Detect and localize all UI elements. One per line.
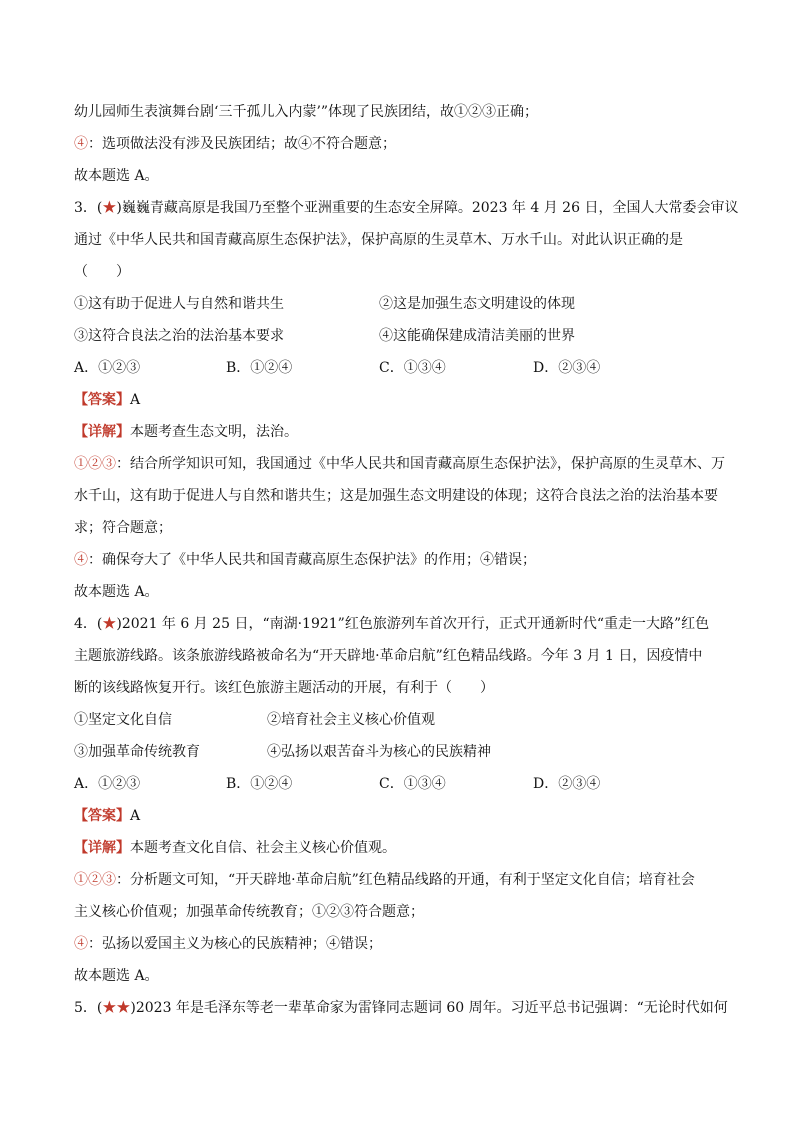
stem-text: 2023 年是毛泽东等老一辈革命家为雷锋同志题词 60 周年。习近平总书记强调：“无论时代如何 — [135, 1000, 728, 1016]
explanation-text: 主义核心价值观；加强革命传统教育；①②③符合题意； — [74, 904, 424, 920]
difficulty-star-icon: ★★ — [102, 1000, 131, 1016]
answer-label: 【答案】 — [74, 392, 130, 408]
option-4: ④这能确保建成清洁美丽的世界 — [379, 328, 575, 344]
choice-c — [379, 359, 446, 377]
choice-b — [226, 359, 292, 377]
option-line — [267, 743, 491, 761]
explanation-text: ：分析题文可知，“开天辟地·革命启航”红色精品线路的开通，有利于坚定文化自信；培育社会 — [116, 872, 695, 888]
choice-a-text: A．①②③ — [74, 360, 141, 376]
difficulty-star-icon: ★ — [102, 200, 117, 216]
question-5-stem — [74, 999, 728, 1017]
text-line — [74, 647, 702, 665]
detail-text: 本题考查生态文明，法治。 — [130, 424, 298, 440]
conclusion-text: 故本题选 A。 — [74, 584, 159, 600]
text-line — [74, 679, 494, 697]
text-line — [74, 455, 725, 473]
text-line — [74, 263, 130, 281]
paren-close: ) — [130, 1000, 136, 1016]
option-2: ②这是加强生态文明建设的体现 — [379, 296, 575, 312]
explanation-text: 求；符合题意； — [74, 520, 172, 536]
stem-text: 巍巍青藏高原是我国乃至整个亚洲重要的生态安全屏障。2023 年 4 月 26 日，全国人大常委会审议 — [121, 200, 739, 216]
choice-b — [226, 775, 292, 793]
explanation-text: ：结合所学知识可知，我国通过《中华人民共和国青藏高原生态保护法》，保护高原的生灵草木、万 — [116, 456, 725, 472]
text-line — [74, 519, 172, 537]
explanation-text: ：选项做法没有涉及民族团结；故④不符合题意； — [88, 136, 396, 152]
option-line — [379, 295, 575, 313]
detail-label: 【详解】 — [74, 840, 130, 856]
choice-a — [74, 359, 140, 377]
choice-a — [74, 775, 140, 793]
option-line — [74, 327, 284, 345]
option-marker: ①②③ — [74, 872, 116, 888]
choice-d-text: D．②③④ — [533, 360, 601, 376]
text-line — [74, 487, 718, 505]
text-line — [74, 551, 536, 569]
option-marker: ④ — [74, 936, 88, 952]
explanation-text: ：弘扬以爱国主义为核心的民族精神；④错误； — [88, 936, 382, 952]
detail-text: 本题考查文化自信、社会主义核心价值观。 — [130, 840, 396, 856]
choice-c — [379, 775, 446, 793]
detail-line — [74, 423, 298, 441]
option-4: ④弘扬以艰苦奋斗为核心的民族精神 — [267, 744, 491, 760]
option-3: ③这符合良法之治的法治基本要求 — [74, 328, 284, 344]
explanation-text: ：确保夸大了《中华人民共和国青藏高原生态保护法》的作用；④错误； — [88, 552, 536, 568]
detail-label: 【详解】 — [74, 424, 130, 440]
choice-c-text: C．①③④ — [379, 360, 446, 376]
option-line — [379, 327, 575, 345]
answer-label: 【答案】 — [74, 808, 130, 824]
choice-d — [533, 775, 600, 793]
option-marker: ①②③ — [74, 456, 116, 472]
choice-c-text: C．①③④ — [379, 776, 446, 792]
choice-d-text: D．②③④ — [533, 776, 601, 792]
option-marker: ④ — [74, 552, 88, 568]
text-line — [74, 103, 538, 121]
answer-line — [74, 807, 140, 825]
option-line — [267, 711, 435, 729]
choice-b-text: B．①②④ — [226, 360, 293, 376]
option-3: ③加强革命传统教育 — [74, 744, 200, 760]
text-line — [74, 935, 382, 953]
text-line — [74, 967, 159, 985]
choice-a-text: A．①②③ — [74, 776, 141, 792]
choice-b-text: B．①②④ — [226, 776, 293, 792]
stem-text: 断的该线路恢复开行。该红色旅游主题活动的开展，有利于（ ） — [74, 680, 494, 696]
answer-blank: （ ） — [74, 264, 130, 280]
option-marker: ④ — [74, 136, 88, 152]
stem-text: 2021 年 6 月 25 日，“南湖·1921”红色旅游列车首次开行，正式开通新时代“重走一大路”红色 — [121, 616, 710, 632]
answer-line — [74, 391, 140, 409]
text-line — [74, 583, 159, 601]
question-4-stem — [74, 615, 709, 633]
paren-close: ) — [116, 616, 122, 632]
answer-value: A — [130, 808, 141, 824]
text-line — [74, 135, 396, 153]
option-1: ①这有助于促进人与自然和谐共生 — [74, 296, 284, 312]
text-line — [74, 871, 695, 889]
detail-line — [74, 839, 396, 857]
explanation-text: 水千山，这有助于促进人与自然和谐共生；这是加强生态文明建设的体现；这符合良法之治的法治基本要 — [74, 488, 718, 504]
option-2: ②培育社会主义核心价值观 — [267, 712, 435, 728]
question-number: 3．( — [74, 200, 103, 216]
paren-close: ) — [116, 200, 122, 216]
option-line — [74, 295, 284, 313]
option-1: ①坚定文化自信 — [74, 712, 172, 728]
choice-d — [533, 359, 600, 377]
question-number: 4．( — [74, 616, 103, 632]
conclusion-text: 故本题选 A。 — [74, 968, 159, 984]
text-line — [74, 167, 159, 185]
explanation-text: 幼儿园师生表演舞台剧‘三千孤儿入内蒙’”体现了民族团结，故①②③正确； — [74, 104, 539, 120]
stem-text: 通过《中华人民共和国青藏高原生态保护法》，保护高原的生灵草木、万水千山。对此认识正确的是 — [74, 232, 683, 248]
option-line — [74, 743, 200, 761]
text-line — [74, 903, 424, 921]
question-number: 5．( — [74, 1000, 103, 1016]
stem-text: 主题旅游线路。该条旅游线路被命名为“开天辟地·革命启航”红色精品线路。今年 3 月 1 日，因疫情中 — [74, 648, 703, 664]
text-line — [74, 231, 683, 249]
question-3-stem — [74, 199, 738, 217]
option-line — [74, 711, 172, 729]
conclusion-text: 故本题选 A。 — [74, 168, 159, 184]
answer-value: A — [130, 392, 141, 408]
difficulty-star-icon: ★ — [102, 616, 117, 632]
